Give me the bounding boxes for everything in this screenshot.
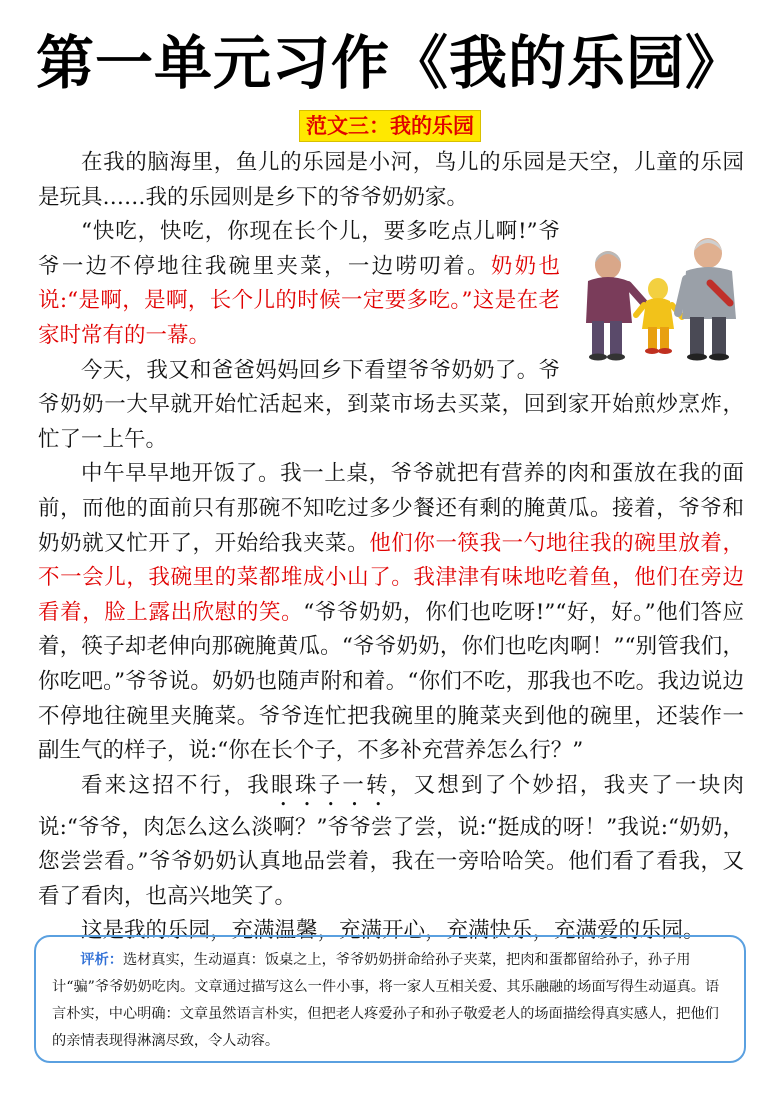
paragraph-4 <box>38 457 744 768</box>
paragraph-1: 在我的脑海里，鱼儿的乐园是小河，鸟儿的乐园是天空，儿童的乐园是玩具……我的乐园则是乡下的爷爷奶奶家。 <box>38 150 744 210</box>
paragraph-4-black-a: 中午早早地开饭了。我一上桌，爷爷就把有营养的肉和蛋放在我的面前，而他的面前只有那碗不知吃过多少餐还有剩的腌黄瓜。接着，爷爷和奶奶就又忙开了，开始给我夹菜。 <box>38 461 744 556</box>
paragraph-5-a: 看来这招不行，我 <box>81 772 272 798</box>
paragraph-5-b: ，又想到了个妙招，我夹了一块肉说:“爷爷，肉怎么这么淡啊？”爷爷尝了尝，说:“挺成的呀！”我说:“奶奶，您尝尝看。”爷爷奶奶认真地品尝着，我在一旁哈哈笑。他们看了看我，又看了看肉，也高兴地笑了。 <box>38 772 744 909</box>
paragraph-2-red: 奶奶也说:“是啊，是啊，长个儿的时候一定要多吃。”这是在老家时常有的一幕。 <box>38 253 560 348</box>
subtitle-row <box>0 110 780 142</box>
paragraph-2 <box>38 215 744 353</box>
paragraph-5-emphasis: 眼珠子一转 <box>271 772 390 798</box>
analysis-text: 选材真实，生动逼真：饭桌之上，爷爷奶奶拼命给孙子夹菜，把肉和蛋都留给孙子，孙子用计“骗”爷爷奶奶吃肉。文章通过描写这么一件小事，将一家人互相关爱、其乐融融的场面写得生动逼真。语言朴实，中心明确：文章虽然语言朴实，但把老人疼爱孙子和孙子敬爱老人的场面描绘得真实感人，把他们的亲情表现得淋漓尽致，令人动容。 <box>52 952 720 1049</box>
paragraph-6: 这是我的乐园，充满温馨，充满开心，充满快乐，充满爱的乐园。 <box>81 918 705 944</box>
analysis-label: 评析： <box>80 952 123 968</box>
essay-body <box>38 146 744 949</box>
paragraph-2-black: “快吃，快吃，你现在长个儿，要多吃点儿啊!”爷爷一边不停地往我碗里夹菜，一边唠叨着。 <box>38 219 560 279</box>
subtitle-label: 范文三：我的乐园 <box>299 110 481 142</box>
paragraph-4-red: 他们你一筷我一勺地往我的碗里放着，不一会儿，我碗里的菜都堆成小山了。我津津有味地吃着鱼，他们在旁边看着，脸上露出欣慰的笑。 <box>38 530 744 625</box>
paragraph-4-black-b: “爷爷奶奶，你们也吃呀!”“好，好。”他们答应着，筷子却老伸向那碗腌黄瓜。“爷爷奶奶，你们也吃肉啊！”“别管我们，你吃吧。”爷爷说。奶奶也随声附和着。“你们不吃，那我也不吃。我边说边不停地往碗里夹腌菜。爷爷连忙把我碗里的腌菜夹到他的碗里，还装作一副生气的样子，说:“你在长个子，不多补充营养怎么行？” <box>38 599 744 764</box>
analysis-box <box>34 935 746 1063</box>
page-title: 第一单元习作《我的乐园》 <box>35 29 744 97</box>
grandparents-child-illustration <box>570 223 748 361</box>
paragraph-3: 今天，我又和爸爸妈妈回乡下看望爷爷奶奶了。爷爷奶奶一大早就开始忙活起来，到菜市场去买菜，回到家开始煎炒烹炸，忙了一上午。 <box>38 357 744 452</box>
paragraph-5 <box>38 769 744 915</box>
